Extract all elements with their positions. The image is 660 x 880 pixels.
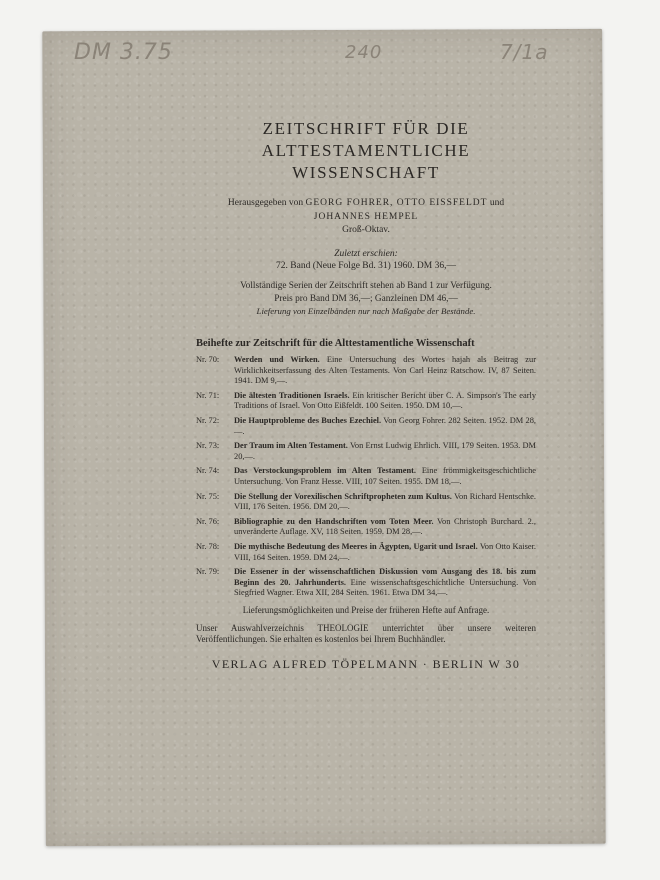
item-text: Von Christoph Burchard. 2., unveränderte Auflage. XV, 118 Seiten. 1959. DM 28,—. [234, 516, 536, 537]
item-description [234, 517, 536, 538]
item-number: Nr. 76: [196, 516, 220, 526]
editors-and: und [489, 198, 505, 208]
series-availability: Vollständige Serien der Zeitschrift stehen ab Band 1 zur Verfügung. [240, 281, 492, 291]
item-title: Die mythische Bedeutung des Meeres in Ägypten, Ugarit und Israel. [234, 541, 478, 551]
list-item [196, 517, 536, 538]
list-item [196, 391, 536, 412]
editors-prefix: Herausgegeben von [227, 198, 304, 208]
last-published-label: Zuletzt erschien: [334, 249, 398, 259]
item-number: Nr. 73: [196, 441, 220, 451]
supplements-list [196, 355, 536, 599]
item-title: Der Traum im Alten Testament. [234, 441, 348, 451]
editors-names-1: GEORG FOHRER, OTTO EISSFELDT [305, 198, 488, 208]
item-number: Nr. 70: [196, 355, 220, 364]
item-description [234, 355, 536, 387]
pencil-price-note: DM 3.75 [74, 40, 173, 65]
last-published-volume: 72. Band (Neue Folge Bd. 31) 1960. DM 36,— [276, 261, 456, 271]
earlier-issues-note: Lieferungsmöglichkeiten und Preise der früheren Hefte auf Anfrage. [242, 604, 490, 615]
item-text: Eine Untersuchung des Wortes hajah als Beitrag zur Wirklichkeitserfassung des Alten Testaments. Von Carl Heinz Ratschow. IV, 87 Seiten. 1941. DM 9,—. [234, 355, 536, 386]
list-item [196, 416, 536, 437]
item-title: Das Verstockungsproblem im Alten Testament. [234, 466, 416, 476]
item-text: Von Georg Fohrer. 282 Seiten. 1952. DM 28,—. [234, 415, 536, 436]
list-item [196, 492, 536, 513]
journal-title-line2: ALTTESTAMENTLICHE WISSENSCHAFT [261, 141, 471, 182]
item-number: Nr. 75: [196, 491, 220, 501]
editors-names-2: JOHANNES HEMPEL [313, 212, 419, 222]
item-title: Die Stellung der Vorexilischen Schriftpropheten zum Kultus. [234, 491, 452, 501]
journal-title [196, 118, 536, 184]
catalogue-note: Unser Auswahlverzeichnis THEOLOGIE unterrichtet über unsere weiteren Veröffentlichungen. Sie erhalten es kostenlos bei Ihrem Buchhändler. [196, 622, 536, 644]
format-note: Groß-Oktav. [342, 225, 390, 235]
item-text: Eine wissenschaftsgeschichtliche Untersuchung. Von Siegfried Wagner. Etwa XII, 284 Seiten. 1961. Etwa DM 34,—. [234, 577, 537, 598]
price-info: Preis pro Band DM 36,—; Ganzleinen DM 46,— [274, 294, 458, 304]
item-description [234, 441, 536, 462]
item-description [234, 492, 536, 513]
item-text: Eine frömmigkeitsgeschichtliche Untersuchung. Von Franz Hesse. VIII, 107 Seiten. 1955. DM 18,—. [234, 466, 536, 486]
list-item [196, 466, 536, 487]
item-title: Die Hauptprobleme des Buches Ezechiel. [234, 415, 382, 425]
list-item [196, 567, 536, 599]
item-description [234, 542, 536, 563]
item-description [234, 416, 536, 437]
delivery-note: Lieferung von Einzelbänden nur nach Maßgabe der Bestände. [256, 306, 476, 316]
item-title: Die Essener in der wissenschaftlichen Diskussion vom Ausgang des 18. bis zum Beginn des 20. Jahrhunderts. [234, 567, 536, 587]
item-text: Von Ernst Ludwig Ehrlich. VIII, 179 Seiten. 1953. DM 20,—. [234, 441, 536, 461]
editors-line [196, 196, 536, 224]
pencil-code-note: 7/1a [500, 40, 549, 64]
item-number: Nr. 71: [196, 390, 220, 400]
supplements-heading: Beihefte zur Zeitschrift für die Alttestamentliche Wissenschaft [196, 338, 475, 349]
publisher-imprint: VERLAG ALFRED TÖPELMANN · BERLIN W 30 [211, 656, 521, 671]
item-title: Werden und Wirken. [234, 355, 320, 364]
list-item [196, 441, 536, 462]
item-number: Nr. 72: [196, 415, 220, 425]
item-text: Von Otto Kaiser. VIII, 164 Seiten. 1959. DM 24,—. [234, 541, 536, 562]
item-number: Nr. 78: [196, 541, 220, 551]
item-number: Nr. 74: [196, 466, 220, 476]
item-description [234, 567, 536, 599]
item-title: Die ältesten Traditionen Israels. [234, 390, 350, 400]
cover-content [196, 118, 536, 672]
item-description [234, 391, 536, 412]
list-item [196, 355, 536, 387]
journal-title-line1: ZEITSCHRIFT FÜR DIE [262, 119, 470, 138]
item-text: Von Richard Hentschke. VIII, 176 Seiten. 1956. DM 20,—. [234, 491, 536, 512]
pencil-number-note: 240 [345, 42, 383, 63]
item-description [234, 466, 536, 487]
list-item [196, 542, 536, 563]
item-text: Ein kritischer Bericht über C. A. Simpson's The early Traditions of Israel. Von Otto Eißfeldt. 100 Seiten. 1950. DM 10,—. [234, 390, 537, 411]
item-title: Bibliographie zu den Handschriften vom Toten Meer. [234, 516, 434, 526]
item-number: Nr. 79: [196, 567, 220, 577]
